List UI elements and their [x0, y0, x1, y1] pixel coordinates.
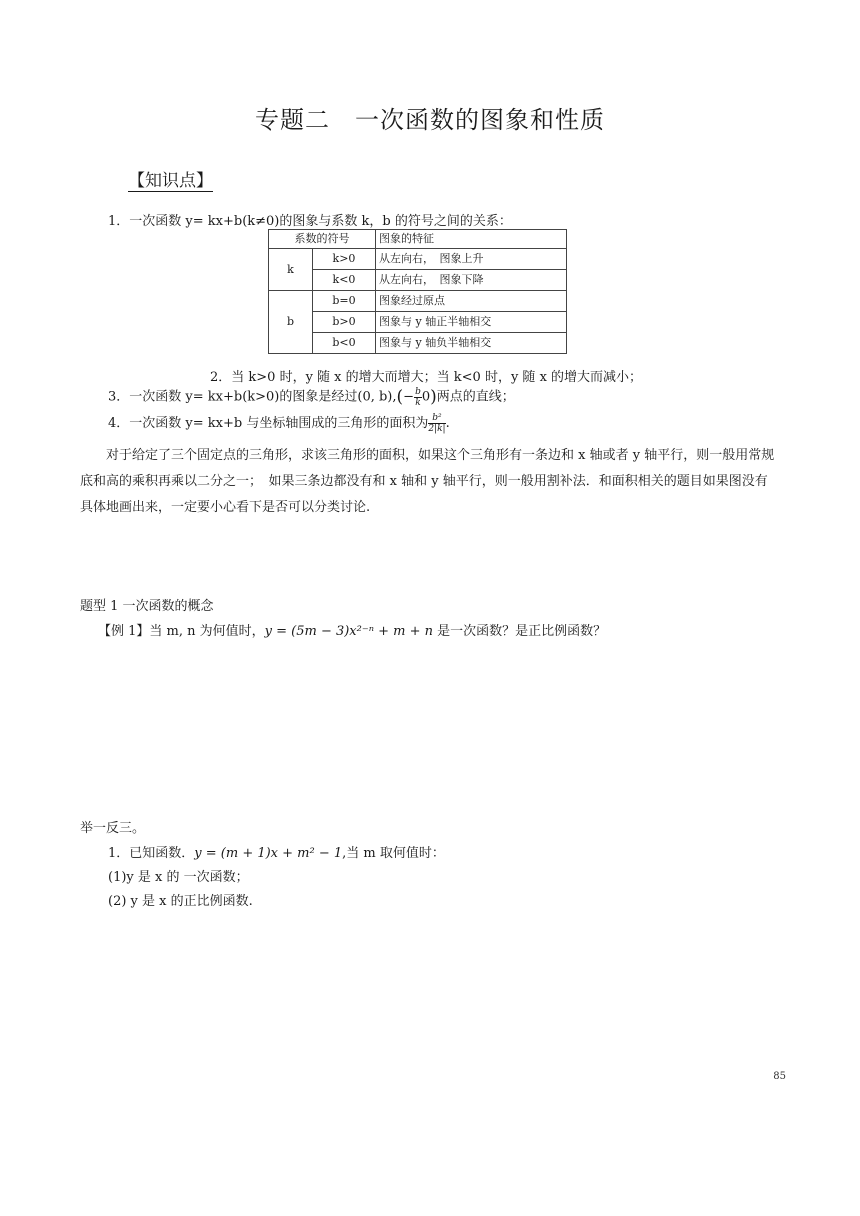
table-header: 系数的符号 — [269, 230, 376, 249]
table-header-row — [269, 230, 567, 249]
point-1: 1．一次函数 y= kx+b(k≠0)的图象与系数 k，b 的符号之间的关系： — [108, 214, 512, 229]
table-cell: b — [269, 291, 313, 354]
paren-open: ( — [396, 387, 404, 407]
table-cell: b<0 — [313, 333, 376, 354]
example-1-formula: y = (5m − 3)x²⁻ⁿ + m + n — [264, 624, 433, 639]
table-cell: b>0 — [313, 312, 376, 333]
table-row — [269, 249, 567, 270]
table-row — [269, 270, 567, 291]
table-cell: 图象与 y 轴负半轴相交 — [376, 333, 567, 354]
paren-close: ) — [430, 387, 437, 407]
table-cell: 图象经过原点 — [376, 291, 567, 312]
section-heading: 【知识点】 — [128, 171, 213, 191]
table-row — [269, 333, 567, 354]
exercise-1 — [108, 842, 445, 861]
sub-question-2: (2) y 是 x 的正比例函数. — [108, 894, 253, 909]
table-row — [269, 291, 567, 312]
point-4 — [108, 412, 450, 436]
type-1-heading: 题型 1 一次函数的概念 — [80, 599, 214, 614]
point-3-text-end: 两点的直线； — [436, 389, 515, 405]
point-2: 2．当 k>0 时，y 随 x 的增大而增大；当 k<0 时，y 随 x 的增大而减小； — [210, 370, 643, 385]
fraction-denominator: 2|k| — [428, 424, 446, 434]
fraction — [428, 413, 445, 434]
sign-table — [268, 229, 567, 354]
page-title: 专题二 一次函数的图象和性质 — [255, 106, 605, 134]
practice-heading: 举一反三。 — [80, 821, 146, 836]
table-cell: 从左向右， 图象下降 — [376, 270, 567, 291]
table-cell: b=0 — [313, 291, 376, 312]
table-cell: 从左向右， 图象上升 — [376, 249, 567, 270]
fraction-numerator: b — [415, 386, 421, 397]
point-3-text: 3．一次函数 y= kx+b(k>0)的图象是经过(0, b), — [108, 389, 397, 405]
table-cell: k — [269, 249, 313, 291]
example-1 — [98, 620, 606, 639]
example-1-label: 【例 1】当 m, n 为何值时， — [98, 624, 265, 639]
example-1-question: 是一次函数？是正比例函数？ — [433, 624, 607, 639]
point-4-text: 4．一次函数 y= kx+b 与坐标轴围成的三角形的面积为 — [108, 416, 429, 431]
explanation-paragraph: 对于给定了三个固定点的三角形，求该三角形的面积，如果这个三角形有一条边和 x 轴或者 y 轴平行，则一般用常规底和高的乘积再乘以二分之一； 如果三条边都没有和 x 轴和 y 轴平行，则一般用割补法．和面积相关的题目如果图没有具体地画出来，一定要小心看下是否可以分类讨论. — [80, 448, 775, 515]
table-row — [269, 312, 567, 333]
table-cell: k<0 — [313, 270, 376, 291]
exercise-1-text: 1．已知函数． — [108, 846, 195, 861]
fraction — [414, 387, 422, 408]
exercise-1-formula: y = (m + 1)x + m² − 1 — [194, 846, 343, 861]
minus-sign: − — [403, 389, 415, 405]
sub-question-1: (1)y 是 x 的 一次函数； — [108, 870, 249, 885]
fraction-numerator: b² — [428, 413, 445, 424]
table-cell: 图象与 y 轴正半轴相交 — [376, 312, 567, 333]
page-number: 85 — [773, 1071, 786, 1082]
zero: 0 — [421, 389, 431, 405]
table-header: 图象的特征 — [376, 230, 567, 249]
point-4-text-end: . — [445, 416, 450, 431]
fraction-denominator: k — [415, 397, 421, 408]
table-cell: k>0 — [313, 249, 376, 270]
exercise-1-text-end: ,当 m 取何值时： — [342, 846, 445, 861]
point-3 — [108, 386, 515, 409]
